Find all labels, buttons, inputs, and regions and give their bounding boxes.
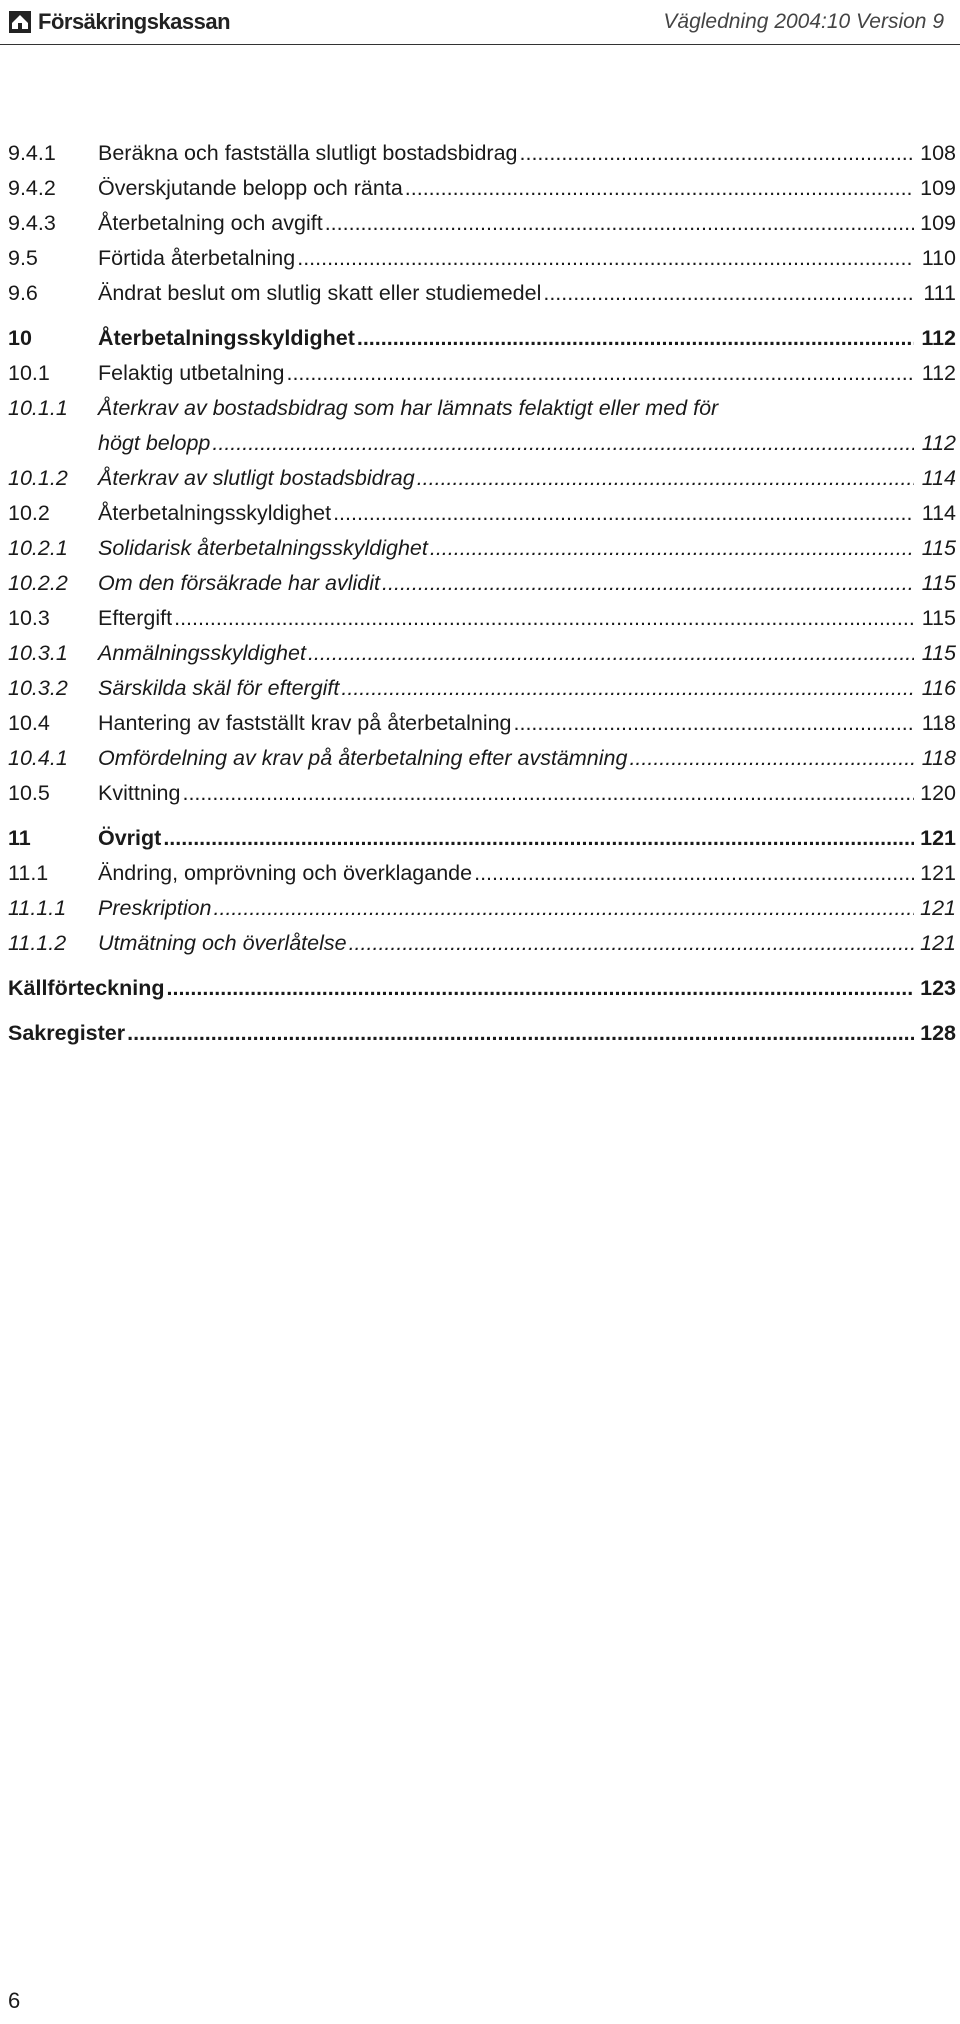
toc-page: 115 (921, 536, 956, 560)
toc-title: Solidarisk återbetalningsskyldighet (98, 536, 428, 560)
toc-number: 9.5 (8, 246, 38, 270)
toc-entry[interactable] (8, 737, 956, 772)
toc-number: 10.5 (8, 781, 50, 805)
toc-entry[interactable] (8, 457, 956, 492)
toc-number: 10.4 (8, 711, 50, 735)
toc-entry[interactable] (8, 272, 956, 307)
toc-number: 9.4.3 (8, 211, 56, 235)
toc-entry[interactable] (8, 632, 956, 667)
toc-entry[interactable] (8, 597, 956, 632)
toc-page: 116 (921, 676, 956, 700)
toc-page: 112 (921, 326, 956, 350)
toc-title: Återbetalning och avgift (98, 211, 323, 235)
toc-chapter-entry[interactable] (8, 967, 956, 1002)
toc-entry[interactable] (8, 527, 956, 562)
toc-page: 112 (921, 361, 956, 385)
toc-leader (308, 639, 914, 667)
toc-entry[interactable] (8, 132, 956, 167)
toc-entry[interactable] (8, 702, 956, 737)
toc-number: 10.2 (8, 501, 50, 525)
toc-page: 110 (921, 246, 956, 270)
toc-leader (214, 894, 914, 922)
toc-title: Anmälningsskyldighet (98, 641, 306, 665)
toc-number: 10.3.2 (8, 676, 68, 700)
toc-leader (333, 499, 914, 527)
toc-title: Hantering av fastställt krav på återbetalning (98, 711, 512, 735)
toc-entry[interactable] (8, 387, 956, 457)
toc-leader (514, 709, 914, 737)
toc-leader (543, 279, 914, 307)
page-header (0, 0, 960, 45)
toc-number: 9.4.2 (8, 176, 56, 200)
toc-leader (430, 534, 914, 562)
toc-entry[interactable] (8, 562, 956, 597)
toc-number: 11.1 (8, 861, 49, 885)
toc-entry[interactable] (8, 852, 956, 887)
logo-text: Försäkringskassan (38, 9, 231, 34)
toc-leader (629, 744, 914, 772)
toc-number: 10.1 (8, 361, 50, 385)
toc-leader (167, 974, 915, 1002)
toc-page: 109 (920, 211, 956, 235)
toc-leader (357, 324, 914, 352)
toc-number: 10.2.2 (8, 571, 68, 595)
toc-page: 109 (920, 176, 956, 200)
toc-chapter-entry[interactable] (8, 817, 956, 852)
toc-title: Sakregister (8, 1021, 126, 1045)
toc-title: Utmätning och överlåtelse (98, 931, 347, 955)
toc-title: Eftergift (98, 606, 173, 630)
toc-title: Beräkna och fastställa slutligt bostadsbidrag (98, 141, 518, 165)
toc-leader (297, 244, 914, 272)
toc-number: 10.3 (8, 606, 50, 630)
toc-page: 121 (920, 931, 956, 955)
toc-page: 118 (921, 711, 956, 735)
toc-title: Återkrav av slutligt bostadsbidrag (98, 466, 415, 490)
toc-entry[interactable] (8, 202, 956, 237)
toc-title: Om den försäkrade har avlidit (98, 571, 381, 595)
toc-number: 10.1.2 (8, 466, 68, 490)
toc-page: 115 (921, 606, 956, 630)
toc-leader (182, 779, 914, 807)
toc-leader (417, 464, 914, 492)
toc-page: 115 (921, 571, 956, 595)
toc-page: 121 (920, 896, 956, 920)
toc-number: 9.6 (8, 281, 38, 305)
toc-page: 121 (920, 826, 956, 850)
toc-number: 10.3.1 (8, 641, 68, 665)
toc-page: 115 (921, 641, 956, 665)
toc-title: Preskription (98, 896, 212, 920)
toc-title: Övrigt (98, 826, 162, 850)
toc-title: Återbetalningsskyldighet (98, 326, 355, 350)
toc-title-continuation: högt belopp (98, 431, 211, 455)
table-of-contents (8, 132, 956, 1047)
toc-number: 11.1.2 (8, 931, 67, 955)
toc-page: 118 (921, 746, 956, 770)
toc-title: Överskjutande belopp och ränta (98, 176, 403, 200)
toc-entry[interactable] (8, 352, 956, 387)
toc-number: 10.2.1 (8, 536, 68, 560)
toc-leader (174, 604, 914, 632)
toc-title: Återkrav av bostadsbidrag som har lämnats felaktigt eller med för (98, 396, 719, 420)
page-number: 6 (8, 1988, 21, 2013)
toc-leader (474, 859, 914, 887)
toc-leader (349, 929, 914, 957)
toc-entry[interactable] (8, 772, 956, 807)
toc-leader (212, 429, 914, 457)
toc-page: 114 (921, 466, 956, 490)
toc-entry[interactable] (8, 492, 956, 527)
toc-chapter-entry[interactable] (8, 317, 956, 352)
toc-leader (127, 1019, 914, 1047)
house-logo-icon (8, 10, 32, 34)
toc-number: 9.4.1 (8, 141, 56, 165)
document-title: Vägledning 2004:10 Version 9 (663, 10, 944, 33)
toc-page: 128 (920, 1021, 956, 1045)
toc-title: Ändrat beslut om slutlig skatt eller studiemedel (98, 281, 542, 305)
toc-leader (341, 674, 914, 702)
toc-entry[interactable] (8, 167, 956, 202)
toc-number: 10 (8, 326, 32, 350)
toc-title: Kvittning (98, 781, 181, 805)
toc-leader (286, 359, 914, 387)
toc-leader (405, 174, 914, 202)
logo (8, 8, 230, 36)
toc-page: 120 (920, 781, 956, 805)
toc-page: 112 (921, 431, 956, 455)
toc-leader (382, 569, 914, 597)
toc-page: 123 (920, 976, 956, 1000)
toc-page: 121 (920, 861, 956, 885)
toc-title: Omfördelning av krav på återbetalning efter avstämning (98, 746, 628, 770)
toc-entry[interactable] (8, 922, 956, 957)
toc-title: Särskilda skäl för eftergift (98, 676, 340, 700)
toc-title: Förtida återbetalning (98, 246, 296, 270)
toc-title: Ändring, omprövning och överklagande (98, 861, 473, 885)
toc-number: 10.4.1 (8, 746, 68, 770)
toc-leader (325, 209, 914, 237)
toc-entry[interactable] (8, 237, 956, 272)
toc-number: 11.1.1 (8, 896, 67, 920)
toc-chapter-entry[interactable] (8, 1012, 956, 1047)
toc-title: Felaktig utbetalning (98, 361, 285, 385)
toc-page: 108 (920, 141, 956, 165)
toc-leader (163, 824, 914, 852)
toc-title: Källförteckning (8, 976, 165, 1000)
toc-entry[interactable] (8, 887, 956, 922)
toc-page: 111 (923, 281, 956, 305)
toc-number: 11 (8, 826, 31, 850)
toc-page: 114 (921, 501, 956, 525)
toc-entry[interactable] (8, 667, 956, 702)
toc-title: Återbetalningsskyldighet (98, 501, 332, 525)
toc-number: 10.1.1 (8, 396, 68, 420)
toc-leader (520, 139, 915, 167)
